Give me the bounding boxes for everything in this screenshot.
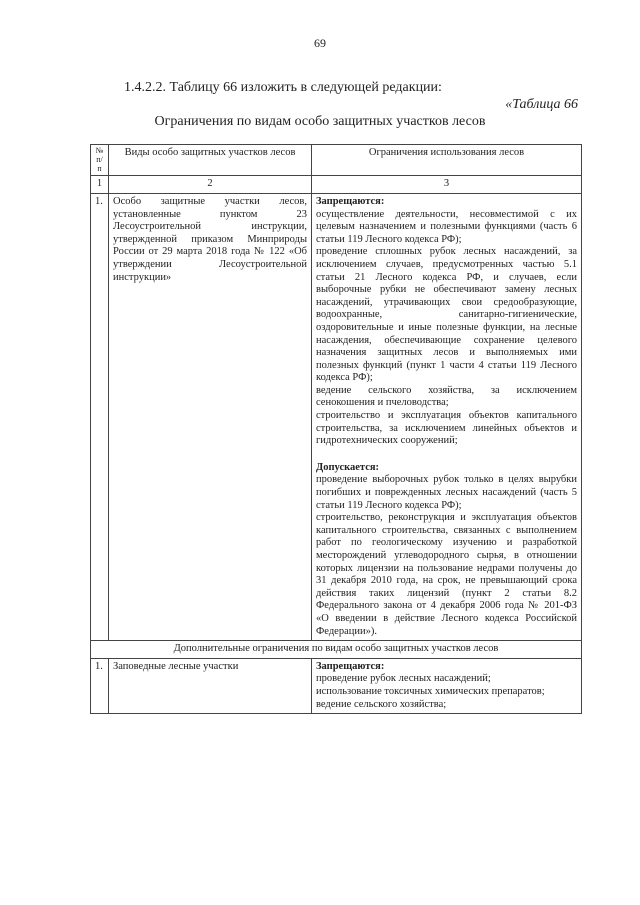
row2-prohibited-item: ведение сельского хозяйства;	[316, 698, 447, 710]
header-num: № п/п	[91, 145, 109, 176]
table-row	[91, 193, 582, 640]
table-title: Ограничения по видам особо защитных участков лесов	[154, 114, 486, 129]
header-kind: Виды особо защитных участков лесов	[109, 145, 312, 176]
row1-prohibited-item: осуществление деятельности, несовместимой с их целевым назначением и полезными функциями (часть 6 статьи 119 Лесного кодекса РФ);	[316, 208, 577, 245]
row1-prohibited-item: строительство и эксплуатация объектов капитального строительства, за исключением линейных объектов и гидротехнических сооружений;	[316, 410, 577, 447]
row2-prohibited-item: использование токсичных химических препаратов;	[316, 685, 545, 697]
row2-prohibited-item: проведение рубок лесных насаждений;	[316, 673, 491, 685]
row1-kind: Особо защитные участки лесов, установленные пунктом 23 Лесоустроительной инструкции, утвержденной приказом Минприроды России от 29 марта 2018 года № 122 «Об утверждении Лесоустроительной инструкции»	[109, 193, 312, 640]
row2-limits	[312, 658, 582, 713]
section-row	[91, 641, 582, 659]
row1-allowed-label: Допускается:	[316, 461, 380, 473]
row1-prohibited-item: ведение сельского хозяйства, за исключением сенокошения и пчеловодства;	[316, 384, 577, 409]
row2-num: 1.	[91, 658, 109, 713]
section-row-label: Дополнительные ограничения по видам особо защитных участков лесов	[91, 641, 582, 659]
page-number: 69	[314, 36, 326, 50]
col-number-1: 1	[91, 176, 109, 194]
column-number-row	[91, 176, 582, 194]
row1-prohibited-label: Запрещаются:	[316, 195, 385, 207]
row2-prohibited-label: Запрещаются:	[316, 660, 385, 672]
col-number-3: 3	[312, 176, 582, 194]
amendment-instruction: 1.4.2.2. Таблицу 66 изложить в следующей редакции:	[124, 80, 442, 95]
col-number-2: 2	[109, 176, 312, 194]
table-header-row	[91, 145, 582, 176]
row1-limits	[312, 193, 582, 640]
row2-kind: Заповедные лесные участки	[109, 658, 312, 713]
table-row	[91, 658, 582, 713]
row1-allowed-item: строительство, реконструкция и эксплуатация объектов капитального строительства, связанных с выполнением работ по геологическому изучению и разработкой месторождений углеводородного сырья, в отношении которых лицензии на пользование недрами получены до 31 декабря 2010 года, на срок, не превышающий срока действия таких лицензий (пункт 2 статьи 8.2 Федерального закона от 4 декабря 2006 года № 201-ФЗ «О введении в действие Лесного кодекса Российской Федерации»).	[316, 512, 577, 637]
row1-prohibited-item: проведение сплошных рубок лесных насаждений, за исключением случаев, предусмотренных частью 5.1 статьи 21 Лесного кодекса РФ, и случаев, если выборочные рубки не обеспечивают замену лесных насаждений, утрачивающих свои средообразующие, водоохранные, санитарно-гигиенические, оздоровительные и иные полезные функции, на лесные насаждения, обеспечивающие сохранение целевого назначения защитных лесов и выполняемых ими полезных функций (пункт 1 части 4 статьи 119 Лесного кодекса РФ);	[316, 246, 577, 384]
restrictions-table	[90, 144, 582, 714]
row1-num: 1.	[91, 193, 109, 640]
row1-allowed-item: проведение выборочных рубок только в целях вырубки погибших и поврежденных лесных насаждений (часть 5 статьи 119 Лесного кодекса РФ);	[316, 474, 577, 511]
table-reference: «Таблица 66	[505, 97, 578, 112]
header-limits: Ограничения использования лесов	[312, 145, 582, 176]
